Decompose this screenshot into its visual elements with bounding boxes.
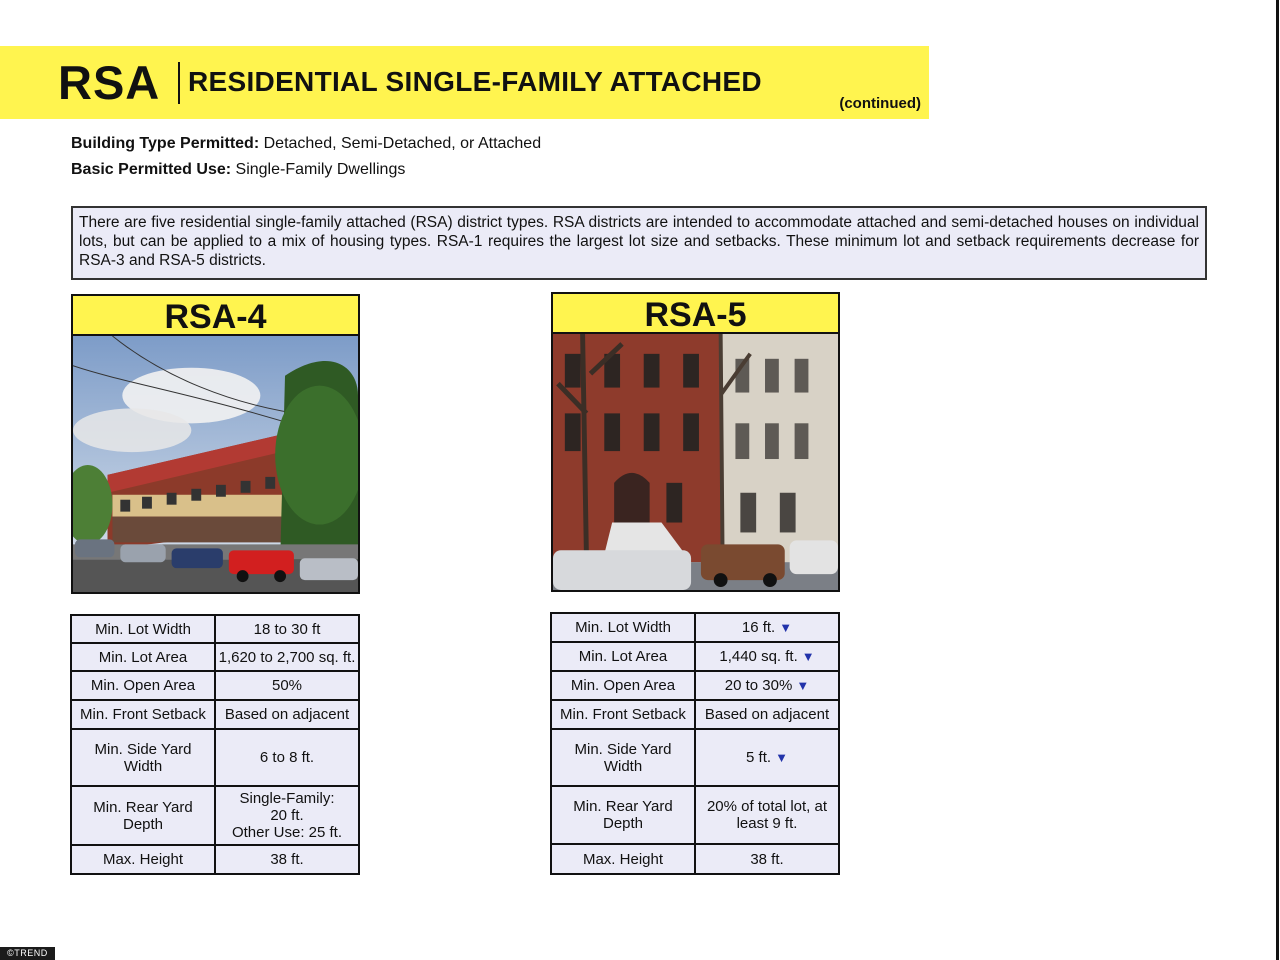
table-row: [71, 671, 359, 700]
table-row: [71, 700, 359, 729]
row-label: Max. Height: [71, 845, 215, 874]
table-row: [71, 845, 359, 874]
row-value-line: Single-Family:: [239, 790, 335, 807]
banner-divider: [178, 62, 180, 104]
row-value: [695, 671, 839, 700]
row-value: 38 ft.: [215, 845, 359, 874]
row-value: 38 ft.: [695, 844, 839, 874]
row-houses-street-photo: [71, 336, 360, 594]
page-title: RESIDENTIAL SINGLE-FAMILY ATTACHED: [188, 66, 762, 97]
row-label: Min. Rear Yard Depth: [551, 786, 695, 844]
row-value: [695, 729, 839, 786]
intro-description: There are five residential single-family attached (RSA) district types. RSA districts are intended to accommodate attached and semi-detached houses on individual lots, but can be applied to a mix of housing types. RSA-1 requires the largest lot size and setbacks. These minimum lot and setback requirements decrease for RSA-3 and RSA-5 districts.: [71, 206, 1207, 280]
row-label: Min. Side Yard Width: [551, 729, 695, 786]
row-label: Min. Lot Area: [551, 642, 695, 671]
decrease-arrow-icon: ▼: [796, 678, 810, 693]
row-value: [695, 786, 839, 844]
page-edge-rule: [1276, 0, 1279, 960]
row-value-line: 20% of total lot, at: [706, 798, 828, 815]
table-row: [551, 729, 839, 786]
row-label: Min. Front Setback: [71, 700, 215, 729]
table-row: [71, 615, 359, 643]
row-value-line: least 9 ft.: [736, 815, 798, 832]
permitted-use-label: Basic Permitted Use:: [71, 161, 232, 178]
row-value: [215, 786, 359, 845]
permitted-use-value: Single-Family Dwellings: [235, 161, 406, 178]
page-subtitle: (continued): [839, 95, 921, 112]
building-type-value: Detached, Semi-Detached, or Attached: [263, 135, 542, 152]
decrease-arrow-icon: ▼: [775, 750, 788, 765]
row-value-line: Other Use: 25 ft.: [231, 824, 343, 841]
row-value: Based on adjacent: [695, 700, 839, 729]
table-row: [551, 844, 839, 874]
row-value: Based on adjacent: [215, 700, 359, 729]
brick-townhouses-photo: [551, 334, 840, 592]
district-heading: RSA-4: [71, 294, 360, 336]
permitted-use-line: [71, 160, 405, 180]
district-abbreviation: RSA: [58, 56, 161, 109]
table-row: [551, 613, 839, 642]
table-row: [71, 643, 359, 671]
row-value: 6 to 8 ft.: [215, 729, 359, 786]
row-label: Min. Side Yard Width: [71, 729, 215, 786]
table-row: [71, 786, 359, 845]
row-label: Min. Lot Width: [551, 613, 695, 642]
district-rsa-4: [71, 294, 360, 594]
row-value: [695, 642, 839, 671]
row-value-line: 20 ft.: [270, 807, 304, 824]
table-row: [551, 700, 839, 729]
trend-watermark: ©TREND: [0, 947, 55, 960]
row-value: 50%: [215, 671, 359, 700]
row-value: [695, 613, 839, 642]
row-value-text: 20 to 30%: [724, 677, 793, 694]
building-type-label: Building Type Permitted:: [71, 135, 260, 152]
table-row: [551, 671, 839, 700]
table-row: [551, 642, 839, 671]
row-label: Min. Rear Yard Depth: [71, 786, 215, 845]
row-value-text: 1,440 sq. ft.: [719, 648, 798, 665]
district-rsa-5: [551, 292, 840, 592]
decrease-arrow-icon: ▼: [801, 649, 815, 664]
row-label: Min. Open Area: [71, 671, 215, 700]
row-label: Min. Open Area: [551, 671, 695, 700]
table-row: [551, 786, 839, 844]
row-label: Min. Front Setback: [551, 700, 695, 729]
row-label: Max. Height: [551, 844, 695, 874]
row-label: Min. Lot Width: [71, 615, 215, 643]
row-value-text: 16 ft.: [741, 619, 776, 636]
row-value: 18 to 30 ft: [215, 615, 359, 643]
row-value-text: 5 ft.: [746, 749, 772, 766]
district-heading: RSA-5: [551, 292, 840, 334]
decrease-arrow-icon: ▼: [779, 620, 793, 635]
row-value: 1,620 to 2,700 sq. ft.: [215, 643, 359, 671]
building-type-line: [71, 134, 541, 154]
rsa-5-dimensional-standards-table: [550, 612, 840, 875]
table-row: [71, 729, 359, 786]
rsa-4-dimensional-standards-table: [70, 614, 360, 875]
row-label: Min. Lot Area: [71, 643, 215, 671]
